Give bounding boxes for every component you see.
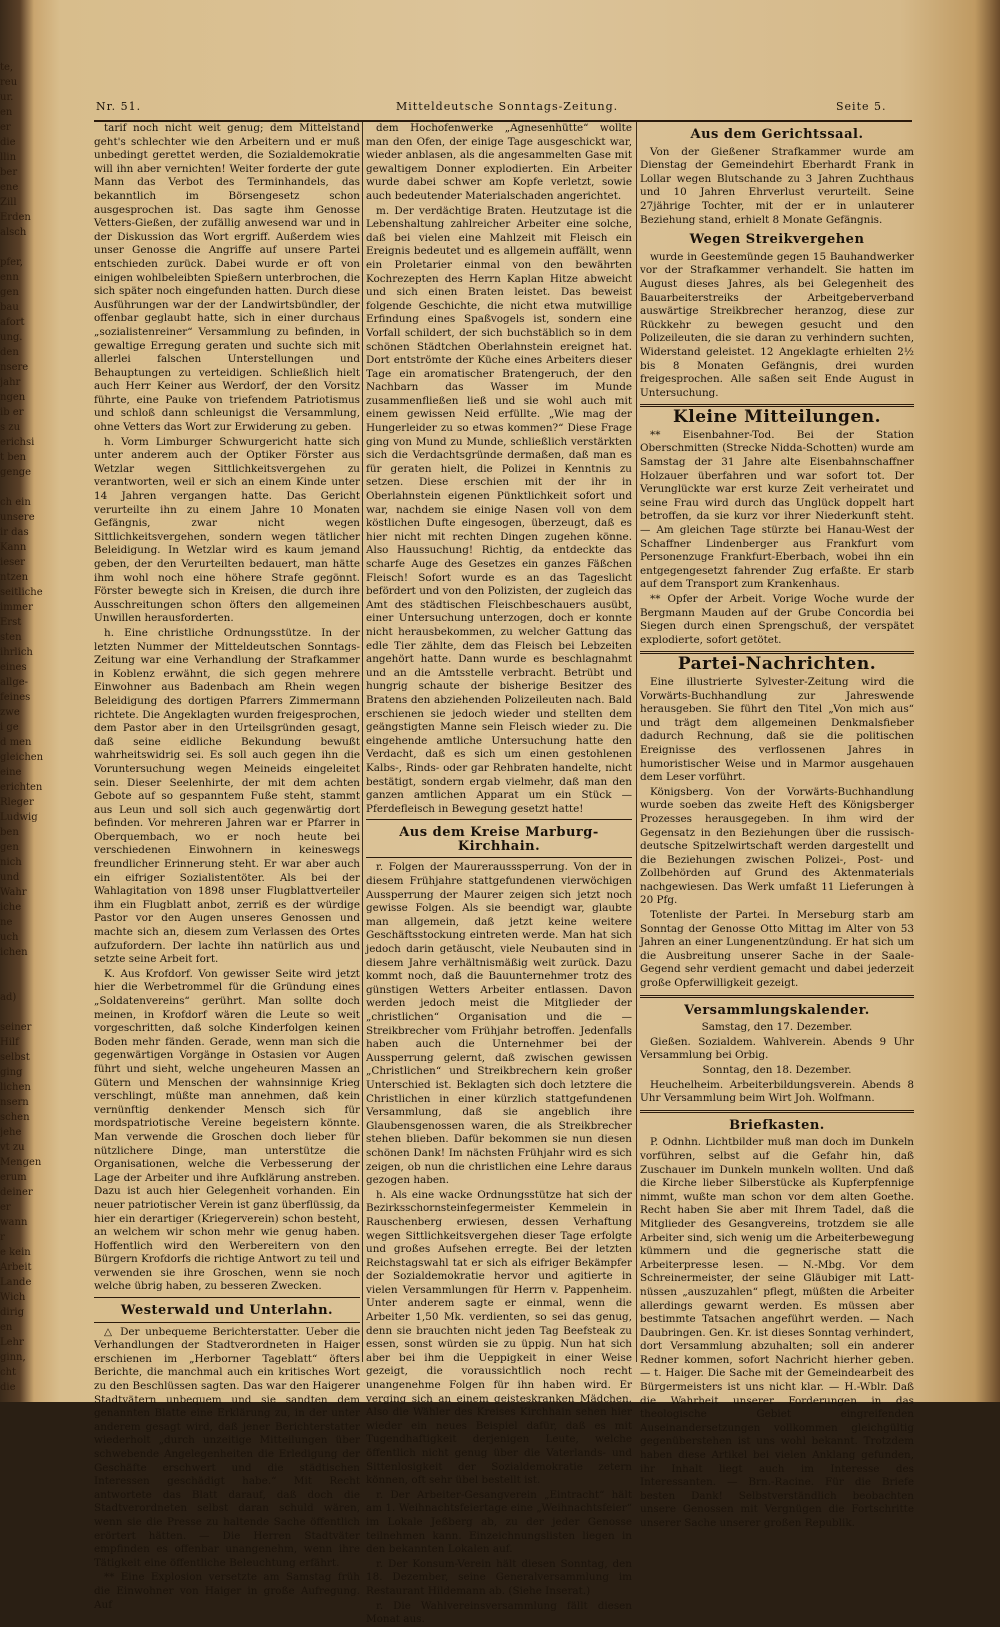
adjacent-page-line: ir das [0,527,29,538]
article-paragraph: r. Die Wahlvereinsversammlung fällt diesen Monat aus. [366,1599,632,1626]
adjacent-page-line: Hilf [0,1037,19,1048]
adjacent-page-line: jehe [0,1127,22,1138]
article-paragraph: m. Der verdächtige Braten. Heutzutage ist die Lebenshaltung zahlreicher Arbeiter eine solche, daß bei vielen eine Mahlzeit mit Fleisch ein Ereignis bedeutet und es allgemein auffällt, wenn ein Proletarier einmal von den bewährten Kochrezepten des Herrn Kaplan Hitze abweicht und sich einen Braten leistet. Das beweist folgende Geschichte, die nicht etwa mutwillige Erfindung eines Spaßvogels ist, sondern eine Vorfall schildert, der sich buchstäblich so in dem schönen Städtchen Oberlahnstein ereignet hat. Dort entströmte der Küche eines Arbeiters dieser Tage ein aromatischer Bratengeruch, der den Nachbarn das Wasser im Munde zusammenfließen ließ und sie wohl auch mit einem gewissen Neid erfüllte. „Wie mag der Hungerleider zu so etwas kommen?“ Diese Frage ging von Mund zu Munde, schließlich verstärkten sich die Verdachtsgründe dermaßen, daß man es für geraten hielt, die Polizei in Kenntnis zu setzen. Diese erschien mit der ihr in Oberlahnstein eigenen Pünktlichkeit sofort und war, nachdem sie einige Nasen voll von dem köstlichen Dufte eingesogen, überzeugt, daß es hier nicht mit rechten Dingen zugehen könne. Also Haussuchung! Richtig, da entdeckte das scharfe Auge des Gesetzes ein ganzes Fäßchen Fleisch! Sofort wurde es an das Tageslicht befördert und von den Polizisten, der zugleich das Amt des städtischen Fleischbeschauers ausübt, einer Untersuchung unterzogen, doch er konnte nicht herausbekommen, zu welcher Gattung das edle Tier zählte, dem das Fleisch bei Lebzeiten angehört hatte. Dann wurde es beschlagnahmt und an die Amtsstelle verbracht. Betrübt und hungrig schaute der bisherige Besitzer des Bratens den abziehenden Polizeileuten nach. Bald erschienen sie jedoch wieder und stellten dem geängstigten Manne sein Fleisch wieder zu. Die eingehende amtliche Untersuchung hatte den Verdacht, daß es sich um einen gestohlenen Kalbs-, Rinds- oder gar Rehbraten handelte, nicht bestätigt, sondern ergab vielmehr, daß man den ganzen amtlichen Apparat um ein Stück — Pferdefleisch in Bewegung gesetzt hatte! [366,204,632,815]
adjacent-page-line: seitliche [0,587,43,598]
section-heading: Versammlungskalender. [684,1002,870,1018]
column-1 [94,122,360,1611]
section-rule [366,857,632,858]
adjacent-page-line: sten [0,632,22,643]
adjacent-page-line: i ge [0,722,19,733]
adjacent-page-line [0,1005,30,1020]
article-paragraph: Eine illustrierte Sylvester-Zeitung wird die Vorwärts-Buchhandlung zur Jahreswende herausgeben. Sie führt den Titel „Von mich aus“ und trägt dem allgemeinen Denkmalsfieber dadurch Rechnung, daß sie die politischen Ereignisse des verflossenen Jahres in humoristischer Weise und in Marmor ausgehauen dem Leser vorführt. [640,675,914,784]
adjacent-page-line: erum [0,1172,27,1183]
adjacent-page-line: Lehr [0,1337,24,1348]
adjacent-page-line: eine [0,767,22,778]
adjacent-page-line: den [0,347,19,358]
adjacent-page-line: seiner [0,1022,32,1033]
adjacent-page-line: deiner [0,1187,33,1198]
article-paragraph: dem Hochofenwerke „Agnesenhütte“ wollte man den Ofen, der einige Tage ausgeschickt war, wieder anblasen, als die angesammelten Gase mit gewaltigem Donner explodierten. Ein Arbeiter wurde dabei schwer am Kopfe verletzt, sowie auch bedeutender Materialschaden angerichtet. [366,122,632,202]
adjacent-page-line: schen [0,1112,30,1123]
adjacent-page-line: enn [0,272,19,283]
section-heading: Westerwald und Unterlahn. [120,1303,334,1319]
adjacent-page-line: alsch [0,227,27,238]
issue-number: Nr. 51. [96,100,142,113]
adjacent-page-line: ad) [0,992,17,1003]
newspaper-page [66,86,926,1626]
article-paragraph: h. Als eine wacke Ordnungsstütze hat sich der Bezirksschornsteinfegermeister Kemmelein in Rauschenberg erwiesen, dessen Verhaftung wegen Sittlichkeitsvergehen dieser Tage erfolgte und großes Aufsehen erregte. Bei der letzten Reichstagswahl tat er sich als eifriger Bekämpfer der Sozialdemokratie hervor und agitierte in vielen Versammlungen für Herrn v. Pappenheim. Unter anderem sagte er einmal, wenn die Arbeiter 1,50 Mk. verdienten, so sei das genug, denn sie brauchten nicht jeden Tag Beefsteak zu essen, sonst würden sie zu üppig. Nun hat sich aber bei ihm die Ueppigkeit in einer Weise gezeigt, die voraussichtlich noch recht unangenehme Folgen für ihn haben wird. Er verging sich an einem geisteskranken Mädchen. Also die Wähler des Kreises Kirchhain sehen hier wieder ein neues Beispiel dafür, daß es mit Tugendhaftigkeit derjenigen Leute, welche öffentlich nicht genug über die Vaterlands- und Sittenlosigkeit der Sozialdemokratie zetern können, oft sehr übel bestellt ist. [366,1188,632,1487]
article-paragraph: ** Opfer der Arbeit. Vorige Woche wurde der Bergmann Mauden auf der Grube Concordia bei Siegen durch einen Sprengschuß, der verspätet explodierte, sofort getötet. [640,593,914,646]
article-paragraph: Königsberg. Von der Vorwärts-Buchhandlung wurde soeben das zweite Heft des Königsberger Prozesses herausgegeben. In ihm wird der Gegensatz in den Beziehungen über die russisch-deutsche Spitzelwirtschaft werden dargestellt und die Beziehungen zwischen Polizei-, Post- und Zollbehörden auf Grund des Aktenmaterials nachgewiesen. Das Werk umfaßt 11 Lieferungen à 20 Pfg. [640,785,914,907]
article-paragraph: h. Vorm Limburger Schwurgericht hatte sich unter anderem auch der Optiker Förster aus Wetzlar wegen Sittlichkeitsvergehen zu verantworten, weil er sich an einem Kinde unter 14 Jahren vergangen hatte. Das Gericht verurteilte ihn zu einem Jahre 10 Monaten Gefängnis, zwar nicht wegen Sittlichkeitsvergehen, sondern wegen tätlicher Beleidigung. In Wetzlar wird es kaum jemand geben, der den Verurteilten bedauert, man hätte ihm wohl noch eine höhere Strafe gegönnt. Förster bewegte sich in Kreisen, die durch ihre Ausschreitungen schon öfters den allgemeinen Unwillen herausforderten. [94,435,360,625]
adjacent-page-line: d men [0,737,32,748]
adjacent-page-fragment [0,60,44,1393]
adjacent-page-line: bau [0,302,19,313]
article-paragraph: r. Folgen der Maurerausssperrung. Von der in diesem Frühjahre stattgefundenen vierwöchigen Aussperrung der Maurer zeigen sich jetzt noch gewisse Folgen. Als sie beendigt war, glaubte man allgemein, daß jetzt keine weitere Geschäftsstockung eintreten werde. Man hat sich jedoch darin getäuscht, viele Neubauten sind in diesem Jahre verhältnismäßig weit zurück. Dazu kommt noch, daß die Bauunternehmer trotz des günstigen Wetters Arbeiter entlassen. Davon werden jedoch meist die Mitglieder der „christlichen“ Organisation und die — Streikbrecher vom Frühjahr betroffen. Jedenfalls haben auch die Unternehmer bei der Aussperrung gelernt, daß zwischen gewissen „Christlichen“ und Streikbrechern kein großer Unterschied ist. Beklagten sich doch letztere die Christlichen in einer kürzlich stattgefundenen Versammlung, daß sie angeblich ihre Glaubensgenossen waren, die als Streikbrecher stehen blieben. Dafür bekommen sie nun diesen schönen Dank! Im nächsten Frühjahr wird es sich zeigen, ob nun die christlichen eine Lehre daraus gezogen haben. [366,861,632,1187]
adjacent-page-line: r [0,1232,5,1243]
section-rule [94,1297,360,1298]
adjacent-page-line: er [0,122,11,133]
adjacent-page-line: zwe [0,707,20,718]
section-heading: Aus dem Gerichtssaal. [690,127,864,142]
adjacent-page-line: afort [0,317,25,328]
adjacent-page-line: lichen [0,1082,31,1093]
adjacent-page-line: gen [0,287,19,298]
adjacent-page-line: pfer, [0,257,23,268]
adjacent-page-line: Erden [0,212,31,223]
adjacent-page-line: jahr [0,377,21,388]
column-3 [640,122,914,1529]
adjacent-page-line: te, [0,62,14,73]
page-header [96,100,896,120]
adjacent-page-line: ging [0,1067,23,1078]
adjacent-page-line [0,975,30,990]
adjacent-page-line: ieser [0,557,25,568]
article-paragraph: △ Der unbequeme Berichterstatter. Ueber die Verhandlungen der Stadtverordneten in Haiger erschienen im „Herborner Tageblatt“ öfters Berichte, die manchmal auch ein kritisches Wort zu den Beschlüssen sagten. Das war den Haigerer Stadtvätern unbequem und sie sandten dem genannten Blatte eine Erklärung zu, in der unter anderem gesagt wird, daß jener Berichterstatter wiederholt „durch unzeitige Mitteilungen über schwebende Angelegenheiten die Erledigung der Geschäfte erschwert und die städtischen Interessen geschädigt habe.“ Mit Recht antwortete das Blatt darauf, daß doch die Stadtverordneten selbst daran schuld wären, wenn sie die Presse zu haltende Sache öffentlich erörtert hätten. — Die Herren Stadtväter empfinden es offenbar unangenehm, wenn ihre Tätigkeit eine öffentliche Beleuchtung erfährt. [94,1325,360,1569]
section-heading: Wegen Streikvergehen [689,232,865,248]
adjacent-page-line: Zill [0,197,17,208]
adjacent-page-line: ung. [0,332,23,343]
adjacent-page-line: ginn, [0,1352,26,1363]
article-paragraph: wurde in Geestemünde gegen 15 Bauhandwerker vor der Strafkammer verhandelt. Sie hatten im August dieses Jahres, als bei Gelegenheit des Bauarbeiterstreiks der Arbeitgeberverband auswärtige Streikbrecher heranzog, diese zur Rückkehr zu bewegen gesucht und den Polizeileuten, die sie daran zu verhindern suchten, Widerstand geleistet. 12 Angeklagte erhielten 2½ bis 8 Monaten Gefängnis, drei wurden freigesprochen. Alle saßen seit Ende August in Untersuchung. [640,250,914,399]
adjacent-page-line: Kann [0,542,27,553]
adjacent-page-line: Erst [0,617,22,628]
article-paragraph: ** Eisenbahner-Tod. Bei der Station Oberschmitten (Strecke Nidda-Schotten) wurde am Samstag der 31 Jahre alte Eisenbahnschaffner Holzauer überfahren und war sofort tot. Der Verunglückte war erst kurze Zeit verheiratet und seine Frau wird durch das Unglück doppelt hart betroffen, da sie kurz vor ihrer Niederkunft steht. — Am gleichen Tage stürzte bei Hanau-West der Schaffner Lindenberger aus Frankfurt vom Personenzuge Frankfurt-Eberbach, wobei ihn ein entgegengesetzt fahrender Zug erfaßte. Er starb auf dem Transport zum Krankenhaus. [640,428,914,591]
adjacent-page-line: erichten [0,782,43,793]
adjacent-page-line: feines [0,692,31,703]
adjacent-page-line [0,960,30,975]
adjacent-page-line: gen [0,842,19,853]
section-rule [640,995,914,998]
adjacent-page-line: Wich [0,1292,26,1303]
adjacent-page-line: ben [0,827,19,838]
adjacent-page-line [0,480,30,495]
adjacent-page-line: die [0,137,16,148]
calendar-entry: Heuchelheim. Arbeiterbildungsverein. Abends 8 Uhr Versammlung beim Wirt Joh. Wolfmann. [640,1078,914,1105]
adjacent-page-line: Ludwig [0,812,38,823]
adjacent-page-line: dirig [0,1307,24,1318]
adjacent-page-line: ichen [0,947,28,958]
page-number: Seite 5. [836,100,887,113]
calendar-date: Samstag, den 17. Dezember. [701,1021,853,1034]
adjacent-page-line: erichsi [0,437,35,448]
article-paragraph: h. Eine christliche Ordnungsstütze. In der letzten Nummer der Mitteldeutschen Sonntags-Zeitung war eine Verhandlung der Strafkammer in Koblenz erwähnt, die sich gegen mehrere Einwohner aus Badenbach am Rhein wegen Beleidigung des dortigen Pfarrers Zimmermann richtete. Die Angeklagten wurden freigesprochen, dem Pastor aber in den Urteilsgründen gesagt, daß seine eidliche Bekundung bewußt wahrheitswidrig sei. Es soll auch gegen ihn die Voruntersuchung wegen Meineids eingeleitet sein. Dieser Seelenhirte, der mit dem achten Gebote auf so gespanntem Fuße steht, stammt aus Leun und soll sich auch gegenwärtig dort befinden. Vor mehreren Jahren war er Pfarrer in Oberquembach, wo er noch heute bei verschiedenen Einwohnern in keineswegs freundlicher Erinnerung steht. Er war aber auch ein eifriger Sozialistentöter. Als bei der Wahlagitation von 1898 unser Flugblattverteiler ihm ein Flugblatt anbot, zerriß es der würdige Pastor vor den Augen unseres Genossen und machte sich an, diesem zum Verlassen des Ortes aufzufordern. Der lachte ihn natürlich aus und setzte seine Arbeit fort. [94,626,360,966]
adjacent-page-line: ene [0,182,19,193]
adjacent-page-line: ihrlich [0,647,33,658]
adjacent-page-line: immer [0,602,33,613]
adjacent-page-line [0,240,30,255]
column-2 [366,122,632,1626]
adjacent-page-line: ur. [0,92,14,103]
adjacent-page-line: s zu [0,422,21,433]
adjacent-page-line: en [0,1322,13,1333]
adjacent-page-line: cht [0,1367,17,1378]
adjacent-page-line: ne [0,917,13,928]
adjacent-page-line: wann [0,1217,28,1228]
adjacent-page-line: Mengen [0,1157,42,1168]
adjacent-page-line: genge [0,467,32,478]
adjacent-page-line: iche [0,902,22,913]
adjacent-page-line: ber [0,167,18,178]
section-heading: Briefkasten. [729,1117,825,1133]
adjacent-page-line: ib er [0,407,24,418]
column-divider [636,122,637,1362]
article-paragraph: r. Der Arbeiter-Gesangverein „Eintracht“ hält am 1. Weihnachtsfeiertage eine „Weihnachtsfeier“ im Lokale Jeßberg ab, zu der jeder Genosse teilnehmen kann. Einzeichnungslisten liegen in den bekannten Lokalen auf. [366,1488,632,1556]
section-heading: Partei-Nachrichten. [677,654,877,675]
adjacent-page-line: und [0,872,20,883]
adjacent-page-line: ntzen [0,572,29,583]
calendar-entry: Gießen. Sozialdem. Wahlverein. Abends 9 Uhr Versammlung bei Orbig. [640,1035,914,1062]
adjacent-page-line: er [0,1202,11,1213]
adjacent-page-line: Arbeit [0,1262,32,1273]
article-paragraph: r. Der Konsum-Verein hält diesen Sonntag, den 18. Dezember, seine Generalversammlung im Restaurant Hildemann ab. (Siehe Inserat.) [366,1557,632,1597]
adjacent-page-line: ngen [0,392,26,403]
adjacent-page-line: nsern [0,1097,29,1108]
section-rule [94,1322,360,1323]
adjacent-page-line: reu [0,77,18,88]
section-heading: Aus dem Kreise Marburg-Kirchhain. [399,825,599,854]
article-paragraph: K. Aus Krofdorf. Von gewisser Seite wird jetzt hier die Werbetrommel für die Gründung eines „Soldatenvereins“ gerührt. Man sollte doch meinen, in Krofdorf wären die Leute so weit vorgeschritten, daß solche Kinderfolgen keinen Boden mehr fänden. Gerade, wenn man sich die gegenwärtigen Vorgänge in Ostasien vor Augen führt und sieht, welche ungeheuren Massen an Gütern und Menschen der wahnsinnige Krieg verschlingt, müßte man annehmen, daß kein vernünftig denkender Mensch sich für mordspatriotische Vereine begeistern könnte. Man verwende die Groschen doch lieber für nützlichere Dinge, man unterstütze die Organisationen, welche die Verbesserung der Lage der Arbeiter und ihre Aufklärung anstreben. Dazu ist auch hier Gelegenheit vorhanden. Ein neuer patriotischer Verein ist ganz überflüssig, da hier ein derartiger (Kriegerverein) schon besteht, an welchem wir schon mehr wie genug haben. Hoffentlich wird den Werbereitern von den Bürgern Krofdorfs die richtige Antwort zu teil und verwenden sie ihre Groschen, wenn sie noch welche übrig haben, zu besseren Zwecken. [94,967,360,1293]
adjacent-page-line: e kein [0,1247,31,1258]
adjacent-page-line: Rleger [0,797,34,808]
article-paragraph: ** Eine Explosion versetzte am Samstag früh die Einwohner von Haiger in große Aufregung. Auf [94,1571,360,1611]
article-paragraph: P. Odnhn. Lichtbilder muß man doch im Dunkeln vorführen, selbst auf die Gefahr hin, daß Zuschauer im Dunkeln munkeln wollten. Und daß die Kirche lieber Silberstücke als Kupferpfennige nimmt, wußte man schon vor dem alten Goethe. Recht haben Sie aber mit Ihrem Tadel, daß die Mitglieder des Gesangvereins, trotzdem sie alle Arbeiter sind, sich wenig um die Arbeiterbewegung kümmern und die gegnerische statt die Arbeiterpresse lesen. — N.-Mbg. Vor dem Schreinermeister, der seine Gläubiger mit Latt-nüssen „auszuzahlen“ pflegt, müßten die Arbeiter allerdings gewarnt werden. Es müssen aber bestimmte Tatsachen angeführt werden. — Nach Daubringen. Gen. Kr. ist dieses Sonntag verhindert, dort Versammlung abzuhalten; soll ein anderer Redner kommen, sofort Nachricht hierher geben. — t. Haiger. Die Sache mit der Gemeindearbeit des Bürgermeisters ist uns nicht klar. — H.-Wblr. Daß die Wahrheit unserer Forderungen in das theologische Gebiet eingreifenden Auseinandersetzungen vollkommen gleichgültig gegenüberstehen ist uns wohl bekannt. Trotzdem haben diese Artikel bei vielen Anklang gefunden, ihr Inhalt liegt auch im Interesse des Interessanten. — Brn.-Racine. Für die Briefe besten Dank! Selbstverständlich beobachten unsere Genossen mit Vergnügen die Fortschritte unserer Sache unserer großen Republik. [640,1136,914,1529]
adjacent-page-line: ch ein [0,497,31,508]
adjacent-page-line: Lande [0,1277,32,1288]
adjacent-page-line: vt zu [0,1142,25,1153]
article-paragraph: tarif noch nicht weit genug; dem Mittelstand geht's schlechter wie den Arbeitern und er muß unbedingt gerettet werden, die Sozialdemokratie will ihn aber vernichten! Weiter forderte der gute Mann das Verbot des Terminhandels, das bekanntlich im Börsengesetz schon ausgesprochen ist. Das sagte ihm Genosse Vetters-Gießen, der zufällig anwesend war und in der Diskussion das Wort ergriff. Außerdem wies unser Genosse die Angriffe auf unsere Partei entschieden zurück. Dabei wurde er oft von einigen wohlbeleibten Spießern unterbrochen, die sich später noch eingefunden hatten. Durch diese Ausführungen war der der Landwirtsbündler, der offenbar geglaubt hatte, sich in einer durchaus „sozialistenreiner“ Versammlung zu befinden, in gewaltige Erregung geraten und suchte sich mit allerlei falschen Unterstellungen und Behauptungen zu verteidigen. Schließlich hielt auch Herr Keiner aus Werdorf, der den Vorsitz führte, eine Pauke von triefendem Patriotismus und schloß dann schleunigst die Versammlung, ohne Vetters das Wort zur Erwiderung zu geben. [94,122,360,434]
section-rule [366,819,632,820]
adjacent-page-line: die [0,1382,16,1393]
adjacent-page-line: t ben [0,452,26,463]
adjacent-page-line: allge- [0,677,29,688]
newspaper-title: Mitteldeutsche Sonntags-Zeitung. [396,100,619,113]
adjacent-page-line: llin [0,152,17,163]
column-divider [362,122,363,1362]
adjacent-page-line: uch [0,932,19,943]
adjacent-page-line: unsere [0,512,35,523]
section-heading: Kleine Mitteilungen. [672,407,881,428]
adjacent-page-line: nich [0,857,22,868]
adjacent-page-line: gleichen [0,752,44,763]
adjacent-page-line: selbst [0,1052,30,1063]
adjacent-page-line: nsere [0,362,29,373]
section-rule [640,1110,914,1113]
adjacent-page-line: en [0,107,13,118]
calendar-date: Sonntag, den 18. Dezember. [702,1064,852,1076]
article-paragraph: Totenliste der Partei. In Merseburg starb am Sonntag der Genosse Otto Mittag im Alter von 53 Jahren an einer Lungenentzündung. Er hat sich um die Ausbreitung unserer Sache in der Saale-Gegend sehr verdient gemacht und dabei jederzeit große Opferwilligkeit gezeigt. [640,909,914,990]
article-paragraph: Von der Gießener Strafkammer wurde am Dienstag der Gemeindehirt Eberhardt Frank in Lollar wegen Blutschande zu 3 Jahren Zuchthaus und 10 Jahren Ehrverlust verurteilt. Seine 27jährige Tochter, mit der er in unlauterer Beziehung stand, erhielt 8 Monate Gefängnis. [640,145,914,226]
adjacent-page-line: eines [0,662,27,673]
adjacent-page-line: Wahr [0,887,27,898]
